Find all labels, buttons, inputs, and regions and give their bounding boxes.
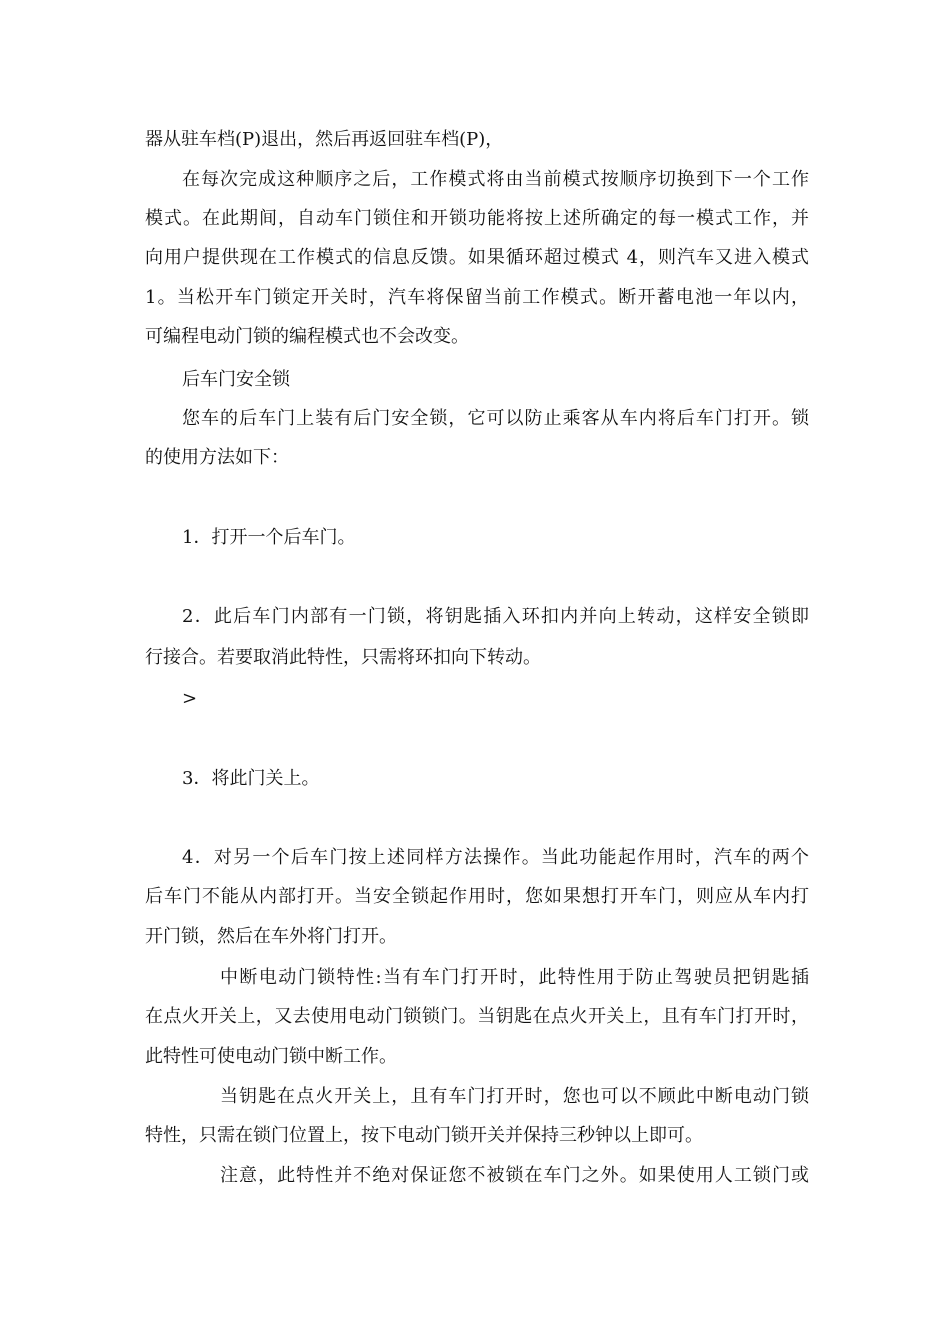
list-item: 1．打开一个后车门。 (182, 527, 356, 548)
text-line: 此特性可使电动门锁中断工作。 (145, 1046, 397, 1067)
list-item: 4．对另一个后车门按上述同样方法操作。当此功能起作用时，汽车的两个 (182, 847, 809, 868)
text-line: 的使用方法如下： (145, 447, 289, 468)
text-line: 开门锁，然后在车外将门打开。 (145, 926, 397, 947)
text-line: 在点火开关上，又去使用电动门锁锁门。当钥匙在点火开关上，且有车门打开时， (145, 1006, 809, 1027)
text-line: 1。当松开车门锁定开关时，汽车将保留当前工作模式。断开蓄电池一年以内， (145, 287, 809, 308)
text-line: 注意，此特性并不绝对保证您不被锁在车门之外。如果使用人工锁门或 (220, 1165, 809, 1186)
text-line: 向用户提供现在工作模式的信息反馈。如果循环超过模式 4，则汽车又进入模式 (145, 247, 809, 268)
text-line: 器从驻车档(P)退出，然后再返回驻车档(P)， (145, 129, 504, 150)
text-line: 您车的后车门上装有后门安全锁，它可以防止乘客从车内将后车门打开。锁 (182, 408, 809, 429)
text-line: 特性，只需在锁门位置上，按下电动门锁开关并保持三秒钟以上即可。 (145, 1125, 703, 1146)
list-item: 2．此后车门内部有一门锁，将钥匙插入环扣内并向上转动，这样安全锁即 (182, 606, 809, 627)
text-line: 行接合。若要取消此特性，只需将环扣向下转动。 (145, 647, 541, 668)
text-line: 中断电动门锁特性:当有车门打开时，此特性用于防止驾驶员把钥匙插 (220, 967, 809, 988)
text-line: 当钥匙在点火开关上，且有车门打开时，您也可以不顾此中断电动门锁 (220, 1086, 809, 1107)
text-line: 可编程电动门锁的编程模式也不会改变。 (145, 326, 469, 347)
text-line: 在每次完成这种顺序之后，工作模式将由当前模式按顺序切换到下一个工作 (182, 169, 809, 190)
text-line: 模式。在此期间，自动车门锁住和开锁功能将按上述所确定的每一模式工作，并 (145, 208, 809, 229)
text-line: > (182, 688, 198, 709)
section-heading: 后车门安全锁 (182, 369, 290, 390)
list-item: 3．将此门关上。 (182, 768, 320, 789)
text-line: 后车门不能从内部打开。当安全锁起作用时，您如果想打开车门，则应从车内打 (145, 886, 809, 907)
